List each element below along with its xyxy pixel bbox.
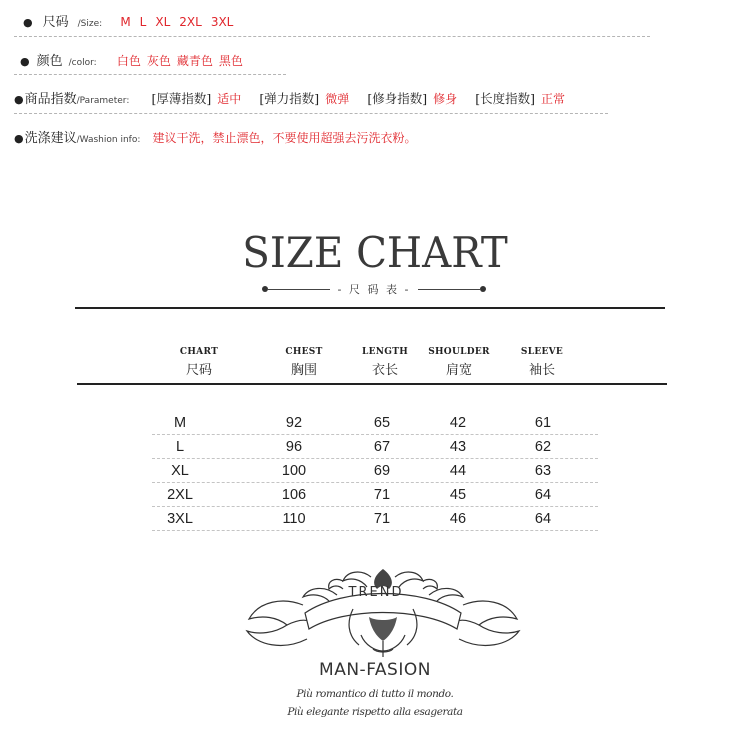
cell-sleeve: 64 [534, 511, 552, 527]
divider [14, 113, 608, 114]
parameter-info-row [14, 88, 565, 107]
cell-chest: 92 [285, 415, 303, 431]
cell-shoulder: 45 [449, 487, 467, 503]
cell-size: 3XL [167, 511, 193, 527]
wash-label: 洗涤建议 [24, 131, 77, 146]
size-sub: /Size: [77, 19, 103, 29]
cell-size: M [173, 415, 187, 431]
cell-sleeve: 63 [534, 463, 552, 479]
trend-ribbon-logo [243, 565, 523, 665]
cell-sleeve: 61 [534, 415, 552, 431]
parameter-name: [弹力指数] [259, 91, 320, 106]
size-chart-subtitle [262, 281, 486, 297]
header-zh: 袖长 [528, 363, 555, 378]
bullet-icon: ● [14, 132, 24, 145]
parameter-value: 适中 [217, 92, 242, 106]
wash-info-row [14, 127, 417, 146]
color-value: 灰色 [146, 54, 171, 68]
color-value: 白色 [116, 54, 141, 68]
parameter-name: [厚薄指数] [151, 91, 212, 106]
parameter-name: [长度指数] [475, 91, 536, 106]
parameter-sub: /Parameter: [76, 96, 130, 106]
tagline-2: Più elegante rispetto alla esagerata [287, 706, 463, 718]
cell-shoulder: 42 [449, 415, 467, 431]
cell-shoulder: 44 [449, 463, 467, 479]
cell-sleeve: 62 [534, 439, 552, 455]
table-row [152, 483, 598, 507]
table-top-rule [75, 307, 665, 309]
table-row [152, 435, 598, 459]
parameter-value: 修身 [433, 92, 458, 106]
header-zh: 胸围 [290, 363, 317, 378]
cell-length: 69 [373, 463, 391, 479]
cell-length: 65 [373, 415, 391, 431]
bullet-icon: ● [20, 55, 30, 68]
cell-chest: 96 [285, 439, 303, 455]
ribbon-text: TREND [348, 585, 404, 600]
header-shoulder [414, 347, 504, 378]
size-value: L [139, 15, 147, 29]
divider [14, 74, 286, 75]
wash-sub: /Washion info: [76, 135, 141, 145]
parameter-label: 商品指数 [24, 92, 77, 107]
bullet-dot [480, 286, 486, 292]
cell-chest: 110 [282, 511, 306, 527]
divider-line [268, 289, 330, 290]
header-en: LENGTH [361, 347, 409, 357]
header-zh: 尺码 [185, 363, 212, 378]
header-chest [259, 347, 349, 378]
tagline-1: Più romantico di tutto il mondo. [296, 688, 454, 700]
table-row [152, 459, 598, 483]
cell-shoulder: 43 [449, 439, 467, 455]
color-sub: /color: [68, 58, 97, 68]
size-info-row [14, 11, 233, 30]
header-en: CHEST [285, 347, 323, 357]
divider [14, 36, 650, 37]
size-label: 尺码 [42, 15, 69, 30]
cell-chest: 100 [281, 463, 307, 479]
size-chart-title: SIZE CHART [242, 228, 508, 277]
bullet-icon: ● [14, 93, 24, 106]
size-value: 2XL [179, 15, 202, 29]
header-sleeve [497, 347, 587, 378]
wash-value: 建议干洗，禁止漂色，不要使用超强去污洗衣粉。 [152, 131, 417, 145]
color-info-row [14, 50, 243, 69]
parameter-name: [修身指数] [367, 91, 428, 106]
color-label: 颜色 [36, 54, 63, 69]
cell-size: L [175, 439, 185, 455]
cell-shoulder: 46 [449, 511, 467, 527]
header-zh: 肩宽 [445, 363, 472, 378]
cell-sleeve: 64 [534, 487, 552, 503]
cell-length: 71 [373, 487, 391, 503]
cell-length: 67 [373, 439, 391, 455]
table-header-rule [77, 383, 667, 385]
color-value: 藏青色 [176, 54, 213, 68]
parameter-value: 微弹 [325, 92, 350, 106]
cell-chest: 106 [281, 487, 307, 503]
cell-size: 2XL [167, 487, 193, 503]
subtitle-text: - 尺 码 表 - [337, 283, 411, 296]
brand-name: MAN-FASION [319, 660, 431, 680]
cell-length: 71 [373, 511, 391, 527]
size-value: XL [155, 15, 171, 29]
parameter-value: 正常 [541, 92, 566, 106]
color-value: 黑色 [218, 54, 243, 68]
header-en: SLEEVE [520, 347, 564, 357]
bullet-icon: ● [23, 16, 33, 29]
table-row [152, 507, 598, 531]
table-row [152, 411, 598, 435]
size-value: 3XL [210, 15, 234, 29]
header-en: SHOULDER [428, 347, 490, 357]
cell-size: XL [171, 463, 189, 479]
header-en: CHART [179, 347, 219, 357]
divider-line [418, 289, 480, 290]
size-value: M [120, 15, 131, 29]
header-chart [154, 347, 244, 378]
header-zh: 衣长 [371, 363, 398, 378]
